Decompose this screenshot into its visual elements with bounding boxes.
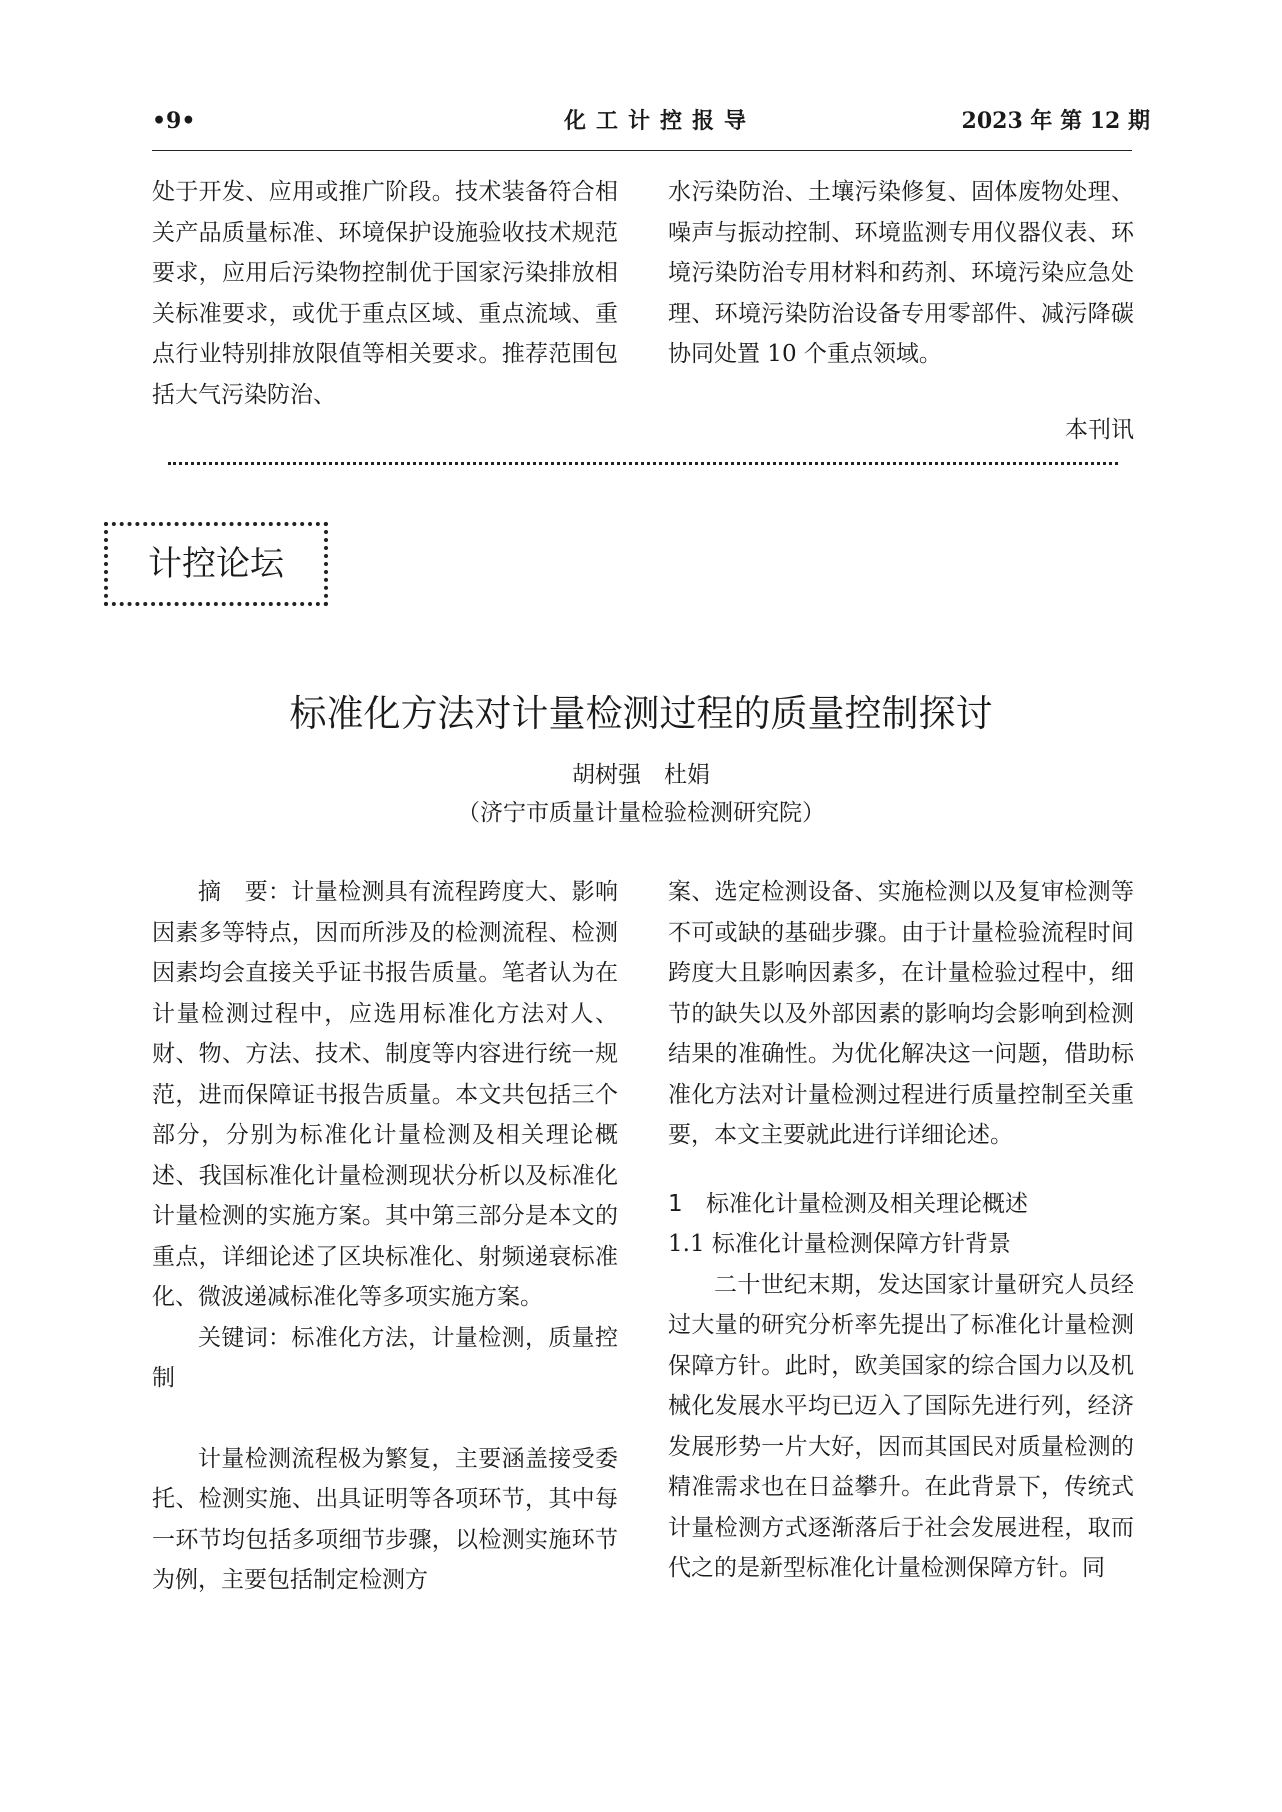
intro-continuation: 案、选定检测设备、实施检测以及复审检测等不可或缺的基础步骤。由于计量检验流程时间跨度大且影响因素多，在计量检验过程中，细节的缺失以及外部因素的影响均会影响到检测结果的准确性。为优化解决这一问题，借助标准化方法对计量检测过程进行质量控制至关重要，本文主要就此进行详细论述。 bbox=[668, 879, 1134, 1148]
section-heading bbox=[668, 1184, 1134, 1225]
section-gap bbox=[668, 1156, 1134, 1184]
article-authors: 胡树强 杜娟 bbox=[572, 762, 710, 788]
column-label: 计控论坛 bbox=[148, 544, 284, 584]
page-number: •9• bbox=[152, 108, 196, 134]
header-rule bbox=[152, 150, 1132, 151]
article-title: 标准化方法对计量检测过程的质量控制探讨 bbox=[289, 692, 993, 735]
issue-label: 2023 年 第 12 期 bbox=[961, 108, 1150, 134]
section-title: 标准化计量检测及相关理论概述 bbox=[706, 1190, 1028, 1217]
keywords: 关键词：标准化方法，计量检测，质量控制 bbox=[152, 1324, 618, 1391]
article-affiliation: （济宁市质量计量检验检测研究院） bbox=[457, 800, 825, 826]
article-left-column bbox=[152, 872, 618, 1601]
news-left-column bbox=[152, 172, 618, 415]
article-right-column bbox=[668, 872, 1134, 1589]
journal-name: 化工计控报导 bbox=[563, 108, 756, 134]
intro-paragraph: 计量检测流程极为繁复，主要涵盖接受委托、检测实施、出具证明等各项环节，其中每一环节均包括多项细节步骤，以检测实施环节为例，主要包括制定检测方 bbox=[152, 1445, 618, 1593]
dotted-separator bbox=[168, 462, 1118, 465]
news-text-left: 处于开发、应用或推广阶段。技术装备符合相关产品质量标准、环境保护设施验收技术规范要求，应用后污染物控制优于国家污染排放相关标准要求，或优于重点区域、重点流域、重点行业特别排放限值等相关要求。推荐范围包括大气污染防治、 bbox=[152, 179, 618, 408]
news-text-right: 水污染防治、土壤污染修复、固体废物处理、噪声与振动控制、环境监测专用仪器仪表、环境污染防治专用材料和药剂、环境污染应急处理、环境污染防治设备专用零部件、减污降碳协同处置 10 个重点领域。 bbox=[668, 179, 1134, 367]
section-paragraph: 二十世纪末期，发达国家计量研究人员经过大量的研究分析率先提出了标准化计量检测保障方针。此时，欧美国家的综合国力以及机械化发展水平均已迈入了国际先进行列，经济发展形势一片大好，因而其国民对质量检测的精准需求也在日益攀升。在此背景下，传统式计量检测方式逐渐落后于社会发展进程，取而代之的是新型标准化计量检测保障方针。同 bbox=[668, 1271, 1134, 1581]
section-number: 1 bbox=[668, 1190, 683, 1217]
news-source: 本刊讯 bbox=[1065, 417, 1134, 443]
paragraph-gap bbox=[152, 1399, 618, 1439]
column-label-box bbox=[104, 522, 328, 606]
subsection-heading: 1.1 标准化计量检测保障方针背景 bbox=[668, 1231, 1011, 1257]
news-right-column bbox=[668, 172, 1134, 375]
abstract: 摘 要：计量检测具有流程跨度大、影响因素多等特点，因而所涉及的检测流程、检测因素均会直接关乎证书报告质量。笔者认为在计量检测过程中，应选用标准化方法对人、财、物、方法、技术、制度等内容进行统一规范，进而保障证书报告质量。本文共包括三个部分，分别为标准化计量检测及相关理论概述、我国标准化计量检测现状分析以及标准化计量检测的实施方案。其中第三部分是本文的重点，详细论述了区块标准化、射频递衰标准化、微波递减标准化等多项实施方案。 bbox=[152, 879, 618, 1310]
